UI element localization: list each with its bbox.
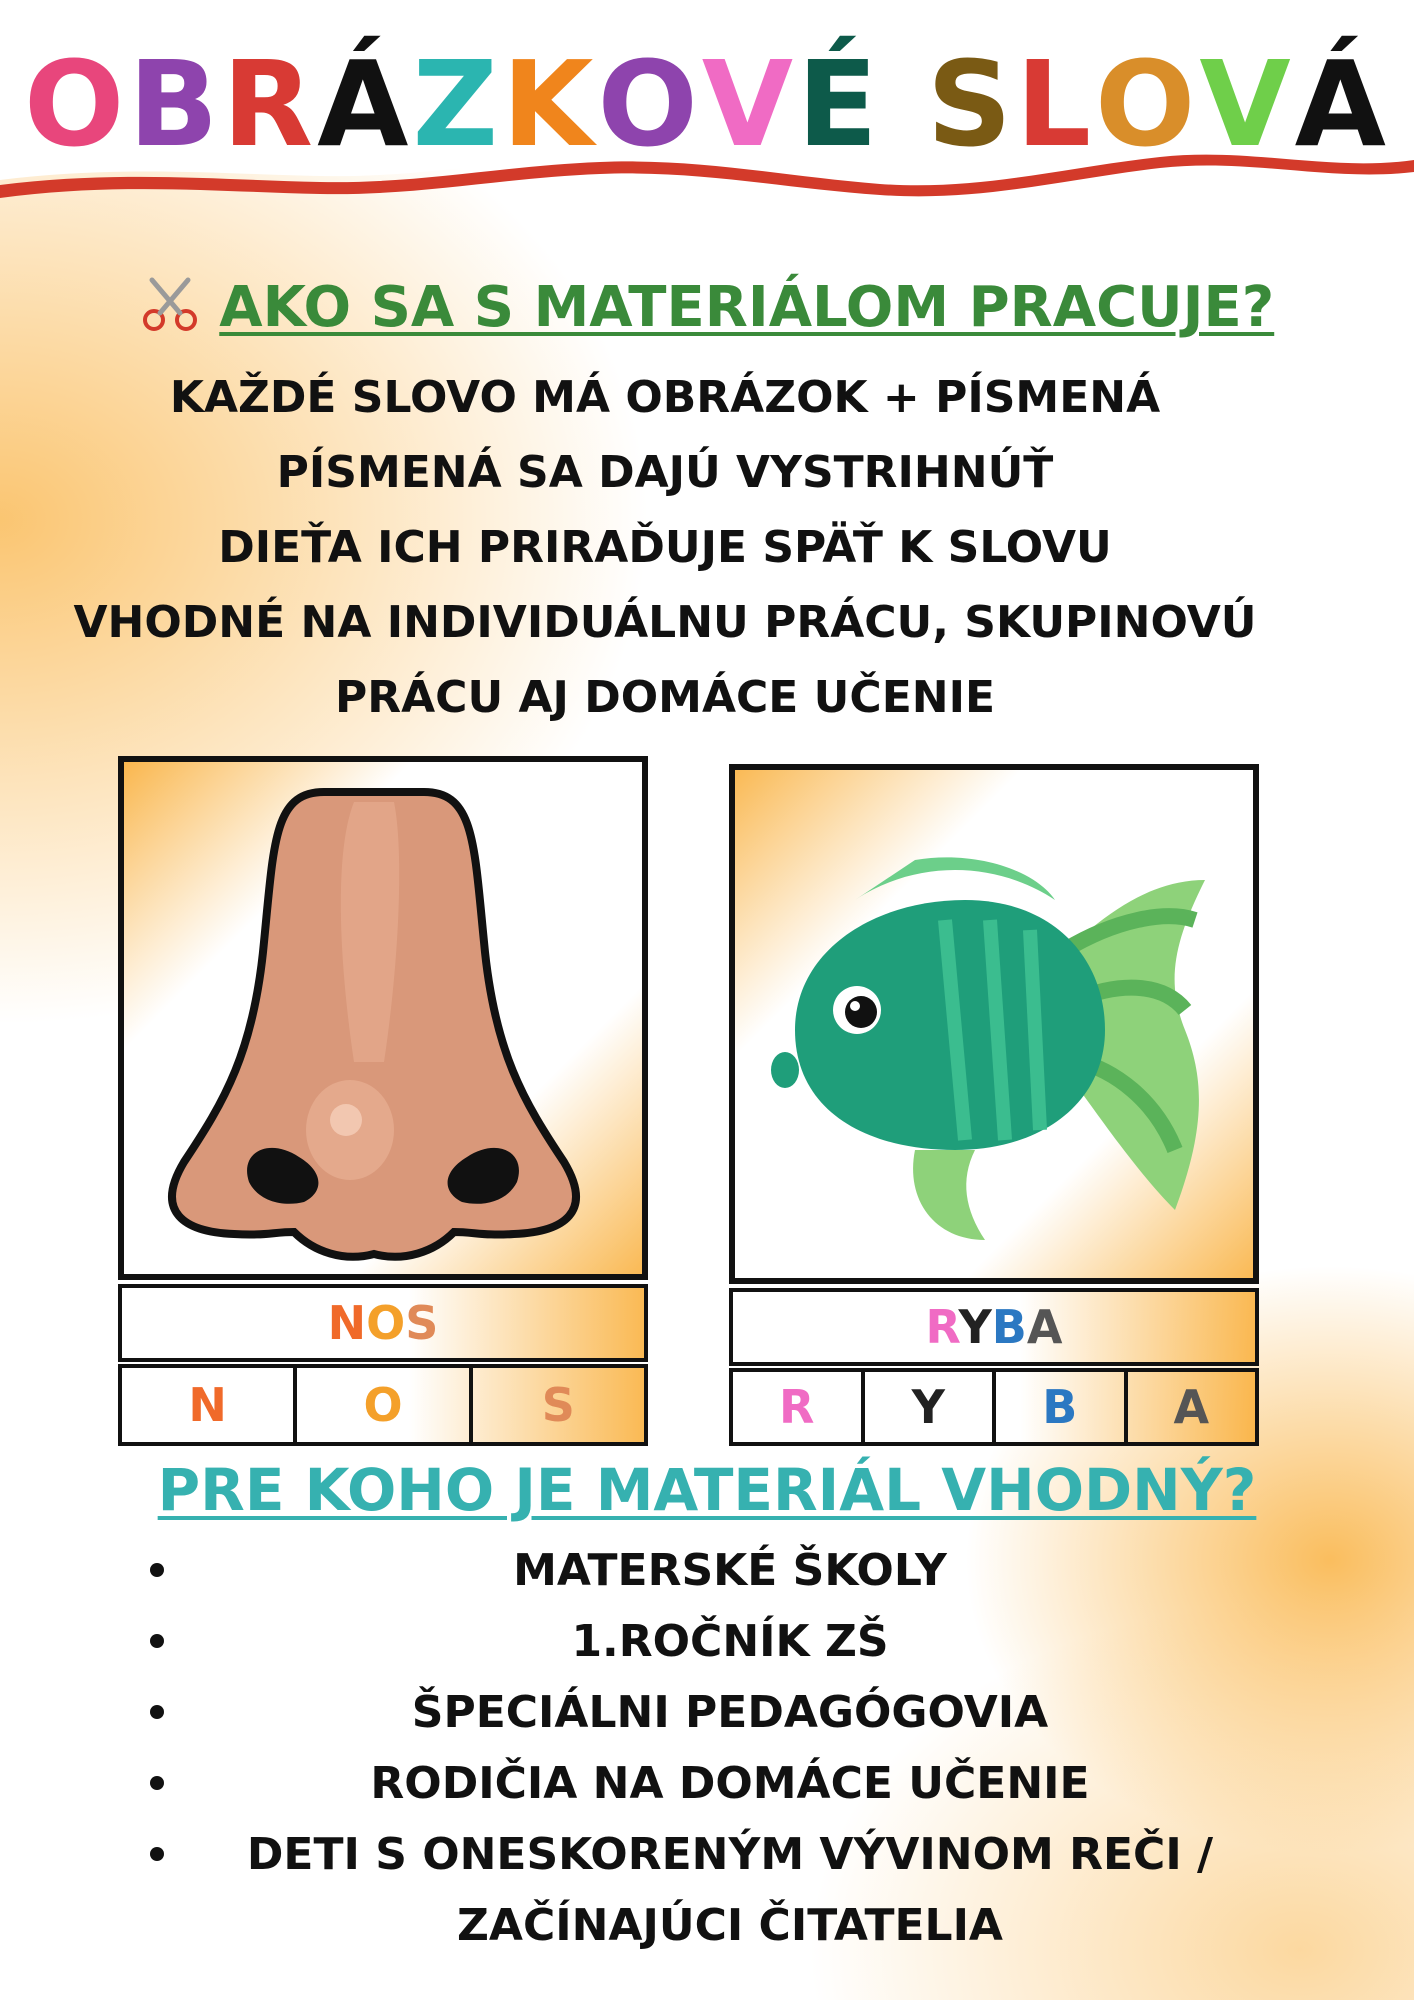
list-item-text: RODIČIA NA DOMÁCE UČENIE [370, 1758, 1090, 1809]
title-letter: V [1199, 35, 1295, 173]
letter-box: A [1173, 1380, 1210, 1434]
how-line: VHODNÉ NA INDIVIDUÁLNU PRÁCU, SKUPINOVÚ [73, 597, 1257, 648]
card-word-letter: R [925, 1300, 959, 1354]
list-item-text: MATERSKÉ ŠKOLY [513, 1545, 947, 1596]
card-word-letter: N [327, 1296, 367, 1350]
letter-box: R [733, 1372, 865, 1442]
audience-list [150, 1535, 1310, 1961]
bullet-icon [150, 1563, 164, 1577]
title-letter: S [926, 35, 1016, 173]
card-word-letter: Y [958, 1300, 992, 1354]
bullet-icon [150, 1634, 164, 1648]
how-line: DIEŤA ICH PRIRAĎUJE SPÄŤ K SLOVU [218, 522, 1112, 573]
who-heading-text: PRE KOHO JE MATERIÁL VHODNÝ? [157, 1456, 1257, 1524]
word-card-nos [118, 756, 648, 1446]
bullet-icon [150, 1776, 164, 1790]
title-letter: K [502, 35, 598, 173]
word-card-ryba [729, 764, 1259, 1446]
card-word-letter: O [366, 1296, 406, 1350]
card-word [118, 1284, 648, 1362]
title-letter: Á [1294, 35, 1390, 173]
list-item-text: ŠPECIÁLNI PEDAGÓGOVIA [411, 1687, 1049, 1738]
card-picture-frame [118, 756, 648, 1280]
title-letter: O [597, 35, 702, 173]
title-letter: L [1015, 35, 1096, 173]
list-item [150, 1677, 1310, 1748]
list-item-text: DETI S ONESKORENÝM VÝVINOM REČI / [246, 1829, 1214, 1880]
card-letter-boxes [729, 1368, 1259, 1446]
how-line: PÍSMENÁ SA DAJÚ VYSTRIHNÚŤ [276, 447, 1054, 498]
title-letter: O [1095, 35, 1200, 173]
nose-illustration [124, 762, 642, 1274]
how-line: PRÁCU AJ DOMÁCE UČENIE [334, 672, 996, 723]
bullet-icon [150, 1847, 164, 1861]
page-title [0, 24, 1414, 184]
letter-box: S [541, 1378, 575, 1432]
list-item-continued [150, 1890, 1310, 1961]
card-letter-boxes [118, 1364, 648, 1446]
list-item [150, 1535, 1310, 1606]
title-letter: Á [317, 35, 413, 173]
letter-box: Y [865, 1372, 997, 1442]
title-letter: O [24, 35, 129, 173]
how-lines [0, 360, 1330, 735]
bullet-icon [150, 1705, 164, 1719]
list-item [150, 1748, 1310, 1819]
letter-box: N [122, 1368, 297, 1442]
letter-box: B [996, 1372, 1128, 1442]
list-item-text: ZAČÍNAJÚCI ČITATELIA [456, 1900, 1003, 1951]
card-word [729, 1288, 1259, 1366]
title-banner [0, 0, 1414, 220]
title-space [882, 24, 927, 184]
title-letter: R [222, 35, 318, 173]
title-letter: V [701, 35, 798, 173]
list-item [150, 1819, 1310, 1890]
title-letter: B [128, 35, 223, 173]
card-picture-frame [729, 764, 1259, 1284]
who-heading [0, 1450, 1414, 1530]
letter-box: O [297, 1368, 472, 1442]
title-letter: É [797, 35, 882, 173]
card-word-letter: A [1026, 1300, 1063, 1354]
how-heading [0, 270, 1414, 346]
how-heading-text: AKO SA S MATERIÁLOM PRACUJE? [219, 275, 1275, 340]
fish-illustration [735, 770, 1253, 1278]
card-word-letter: S [405, 1296, 439, 1350]
list-item-text: 1.ROČNÍK ZŠ [571, 1616, 889, 1667]
title-letter: Z [412, 35, 503, 173]
card-word-letter: B [991, 1300, 1027, 1354]
how-line: KAŽDÉ SLOVO MÁ OBRÁZOK + PÍSMENÁ [169, 372, 1161, 423]
scissors-icon [140, 275, 220, 340]
list-item [150, 1606, 1310, 1677]
